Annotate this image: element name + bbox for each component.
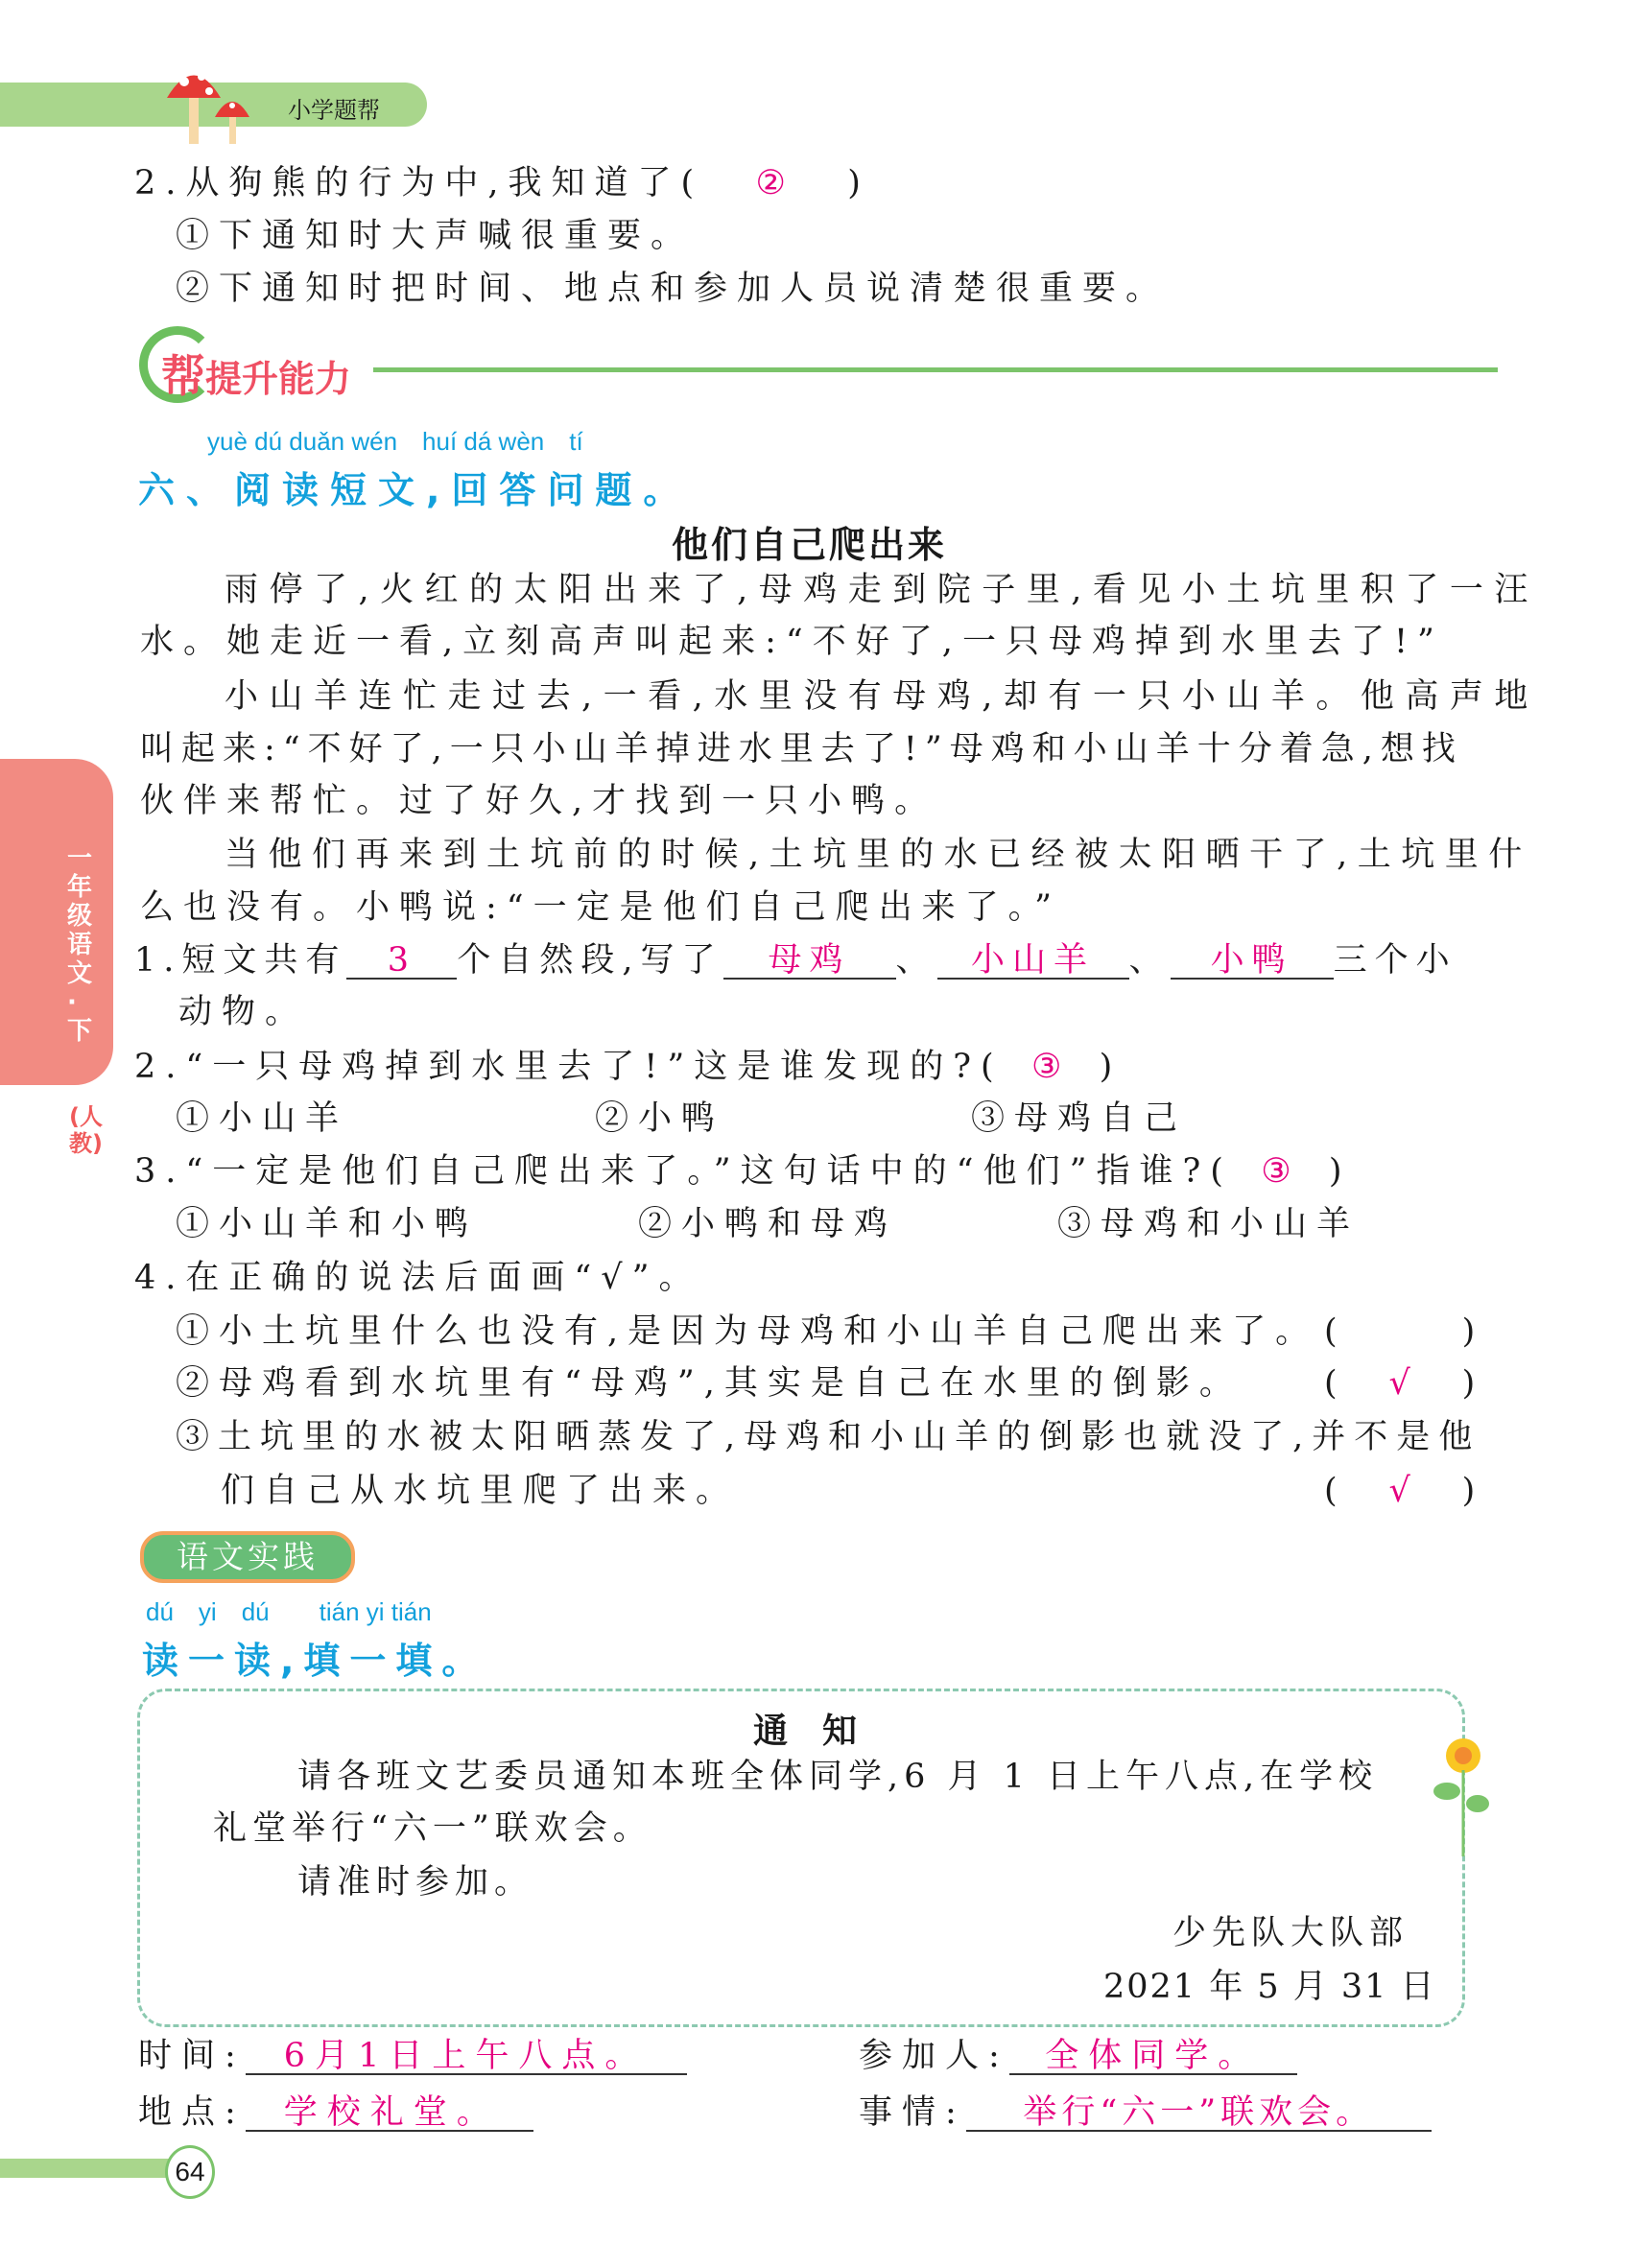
notice-signer: 少先队大队部	[1172, 1914, 1409, 1952]
story-title: 他们自己爬出来	[672, 524, 948, 566]
question-1-cont: 动物。	[178, 993, 309, 1031]
notice-title: 通 知	[753, 1711, 858, 1751]
participants-blank[interactable]: 全体同学。	[1009, 2039, 1297, 2075]
q2-option: ③母鸡自己	[971, 1099, 1188, 1138]
notice-line: 请准时参加。	[297, 1863, 534, 1902]
side-tab	[0, 759, 113, 1085]
notice-date: 2021 年 5 月 31 日	[1103, 1968, 1436, 2006]
side-tab-label: 一年级语文·下	[67, 844, 93, 1046]
prev-question-2: 2.从狗熊的行为中,我知道了( ② )	[134, 164, 870, 202]
section-divider	[373, 367, 1498, 372]
story-line: 叫起来:“不好了,一只小山羊掉进水里去了!”母鸡和小山羊十分着急,想找	[140, 730, 1463, 768]
q3-option: ③母鸡和小山羊	[1057, 1205, 1361, 1243]
q3-option: ②小鸭和母鸡	[638, 1205, 898, 1243]
time-blank[interactable]: 6月1日上午八点。	[246, 2039, 687, 2075]
question-1: 1.短文共有 3 个自然段,写了 母鸡 、 小山羊 、 小鸭 三个小	[134, 941, 1457, 980]
event-blank[interactable]: 举行“六一”联欢会。	[966, 2095, 1432, 2132]
practice-title: 读一读,填一填。	[142, 1640, 488, 1682]
story-line: 雨停了,火红的太阳出来了,母鸡走到院子里,看见小土坑里积了一汪	[225, 571, 1539, 609]
q4-answer-2[interactable]: ( √ )	[1324, 1364, 1485, 1403]
story-line: 伙伴来帮忙。过了好久,才找到一只小鸭。	[140, 782, 938, 820]
answer-blank[interactable]: 小山羊	[937, 943, 1129, 980]
story-line: 小山羊连忙走过去,一看,水里没有母鸡,却有一只小山羊。他高声地	[225, 677, 1539, 716]
q4-item-cont: 们自己从水坑里爬了出来。	[221, 1472, 740, 1510]
prev-option-2: ②下通知时把时间、地点和参加人员说清楚很重要。	[176, 270, 1170, 308]
question-2: 2.“一只母鸡掉到水里去了!”这是谁发现的?( ③ )	[134, 1048, 1123, 1086]
q4-item: ①小土坑里什么也没有,是因为母鸡和小山羊自己爬出来了。	[176, 1312, 1319, 1351]
answer-blank[interactable]: 3	[346, 943, 457, 980]
brand-label: 小学题帮	[288, 97, 380, 124]
field-participants: 参加人: 全体同学。	[859, 2037, 1297, 2075]
answer-blank[interactable]: 小鸭	[1171, 943, 1334, 980]
story-line: 当他们再来到土坑前的时候,土坑里的水已经被太阳晒干了,土坑里什	[225, 836, 1532, 874]
field-time: 时间: 6月1日上午八点。	[138, 2037, 687, 2075]
mushroom-icon	[165, 58, 280, 149]
question-3: 3.“一定是他们自己爬出来了。”这句话中的“他们”指谁?( ③ )	[134, 1152, 1352, 1191]
q6-title: 六、阅读短文,回答问题。	[138, 469, 692, 511]
story-line: 么也没有。小鸭说:“一定是他们自己爬出来了。”	[140, 888, 1062, 927]
practice-pinyin: dú yi dú tián yi tián	[146, 1597, 432, 1626]
notice-line: 礼堂举行“六一”联欢会。	[213, 1809, 652, 1848]
story-line: 水。她走近一看,立刻高声叫起来:“不好了,一只母鸡掉到水里去了!”	[140, 623, 1444, 661]
q6-pinyin: yuè dú duǎn wén huí dá wèn tí	[207, 427, 583, 456]
side-tab-edition: (人教)	[69, 1103, 103, 1157]
sunflower-icon	[1430, 1732, 1497, 1856]
notice-line: 请各班文艺委员通知本班全体同学,6 月 1 日上午八点,在学校	[297, 1758, 1379, 1796]
q2-option: ②小鸭	[595, 1099, 725, 1138]
field-event: 事情: 举行“六一”联欢会。	[859, 2093, 1432, 2132]
question-4: 4.在正确的说法后面画“√”。	[134, 1259, 702, 1297]
section-badge-label: 帮提升能力	[161, 350, 352, 402]
q4-answer-1[interactable]: ( )	[1324, 1312, 1485, 1351]
field-place: 地点: 学校礼堂。	[138, 2093, 533, 2132]
q4-answer-3[interactable]: ( √ )	[1324, 1472, 1485, 1510]
place-blank[interactable]: 学校礼堂。	[246, 2095, 533, 2132]
practice-badge: 语文实践	[140, 1531, 355, 1583]
q2-option: ①小山羊	[176, 1099, 349, 1138]
footer-band	[0, 2159, 173, 2178]
q4-item: ②母鸡看到水坑里有“母鸡”,其实是自己在水里的倒影。	[176, 1364, 1243, 1403]
page-number: 64	[165, 2145, 215, 2199]
answer-blank[interactable]: 母鸡	[723, 943, 896, 980]
q4-item: ③土坑里的水被太阳晒蒸发了,母鸡和小山羊的倒影也就没了,并不是他	[176, 1418, 1481, 1456]
q3-option: ①小山羊和小鸭	[176, 1205, 479, 1243]
prev-option-1: ①下通知时大声喊很重要。	[176, 217, 695, 255]
